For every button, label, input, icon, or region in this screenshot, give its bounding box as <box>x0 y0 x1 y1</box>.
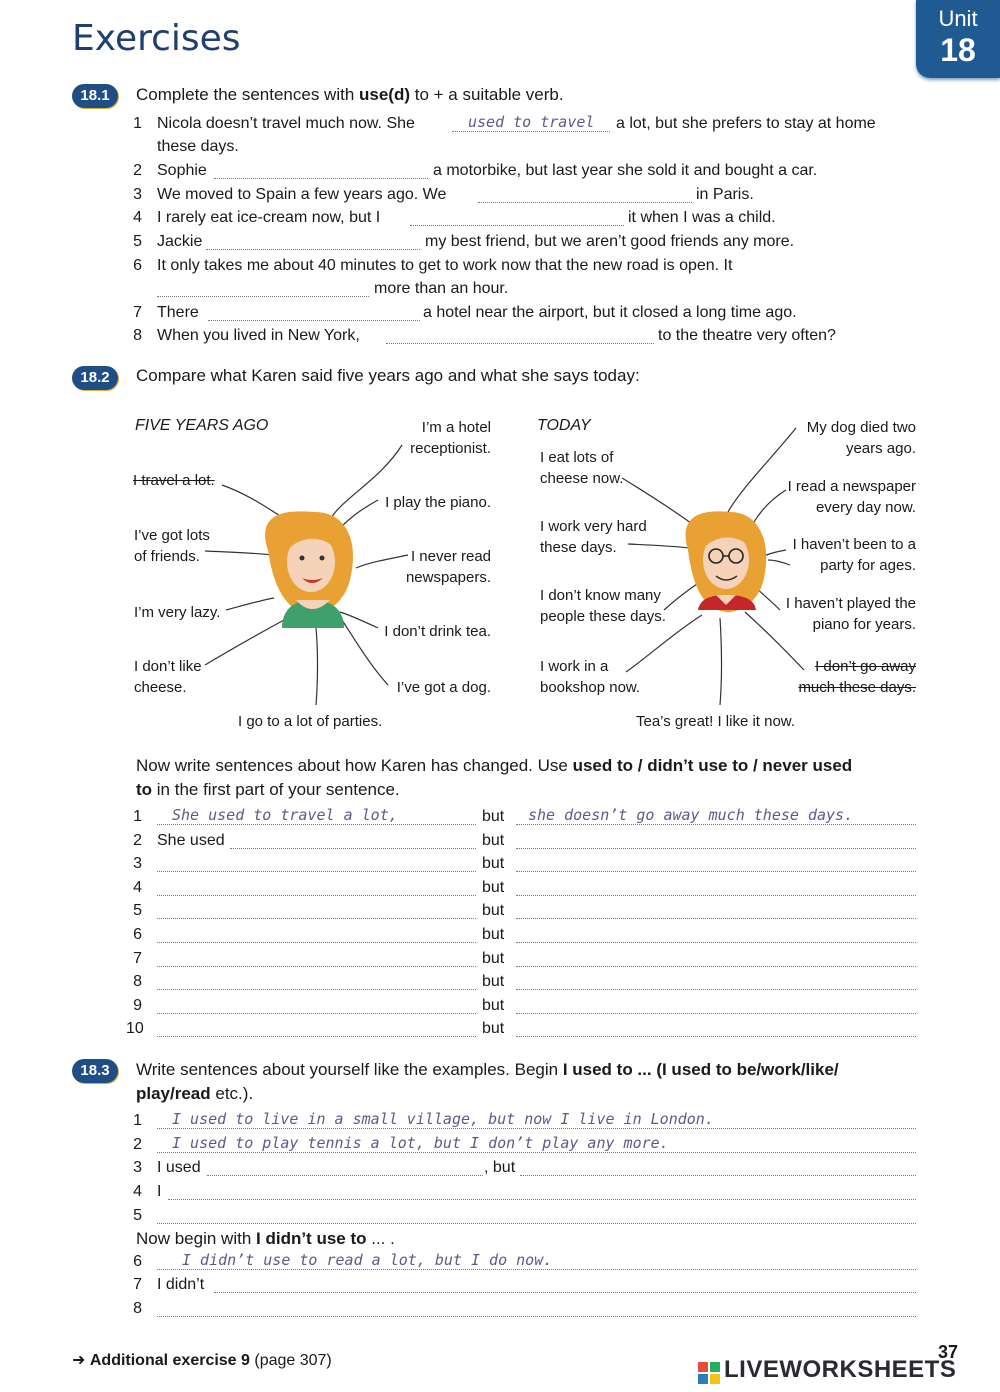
item-number: 7 <box>133 1276 142 1293</box>
unit-label: Unit <box>938 6 978 31</box>
answer-field[interactable] <box>410 209 624 226</box>
quote-label: I’m a hotel <box>421 419 491 436</box>
but-label: but <box>482 855 505 873</box>
answer-field-first[interactable] <box>157 855 476 872</box>
sentence-text: I used <box>157 1159 201 1176</box>
handwritten-answer: used to travel <box>468 113 595 131</box>
quote-label: I haven’t been to a <box>792 536 916 553</box>
item-number: 3 <box>133 186 142 203</box>
quote-label: I work very hard <box>540 518 647 535</box>
item-number: 5 <box>133 1207 142 1224</box>
sentence-text: Sophie <box>157 162 207 179</box>
row-number: 3 <box>133 855 142 873</box>
item-number: 6 <box>133 257 142 274</box>
sentence-text: Jackie <box>157 233 203 250</box>
answer-field[interactable] <box>214 162 428 179</box>
but-label: but <box>482 808 505 825</box>
item-number: 8 <box>133 1300 142 1317</box>
quote-label: I don’t drink tea. <box>384 623 491 640</box>
but-label: but <box>482 831 505 849</box>
item-number: 3 <box>133 1159 142 1176</box>
quote-label: Tea’s great! I like it now. <box>636 713 795 730</box>
handwritten-answer: She used to travel a lot, <box>172 806 398 824</box>
sentence-text: more than an hour. <box>374 280 509 297</box>
answer-field-first[interactable] <box>230 832 476 849</box>
answer-field[interactable] <box>157 280 369 297</box>
item-number: 8 <box>133 327 142 344</box>
but-label: but <box>482 1020 505 1038</box>
answer-field-second[interactable] <box>516 855 916 872</box>
sentence-text: in Paris. <box>696 186 754 203</box>
quote-label: bookshop now. <box>540 679 641 696</box>
sentence-text: these days. <box>157 138 239 155</box>
page-number: 37 <box>938 1342 959 1362</box>
answer-field[interactable] <box>206 233 420 250</box>
sentence-text: to the theatre very often? <box>658 327 836 344</box>
sentence-text: We moved to Spain a few years ago. We <box>157 186 447 203</box>
item-number: 4 <box>133 1183 142 1200</box>
quote-label: piano for years. <box>812 616 916 633</box>
quote-label: I’ve got lots <box>134 527 210 544</box>
exercise-badge: 18.3 <box>72 1059 118 1083</box>
sentence-text: a motorbike, but last year she sold it and bought a car. <box>433 162 818 179</box>
answer-field[interactable] <box>207 1159 483 1176</box>
sentence-text: When you lived in New York, <box>157 327 360 344</box>
answer-field-second[interactable] <box>516 997 916 1014</box>
but-label: but <box>482 878 505 896</box>
answer-field-first[interactable] <box>157 973 476 990</box>
sentence-text: Nicola doesn’t travel much now. She <box>157 115 415 132</box>
quote-label: I work in a <box>540 658 609 675</box>
handwritten-answer: she doesn’t go away much these days. <box>528 806 854 824</box>
row-number: 6 <box>133 926 142 943</box>
quote-label: years ago. <box>845 440 916 457</box>
quote-label: I play the piano. <box>385 494 491 511</box>
sentence-text: I didn’t <box>157 1276 205 1293</box>
answer-field-first[interactable] <box>157 879 476 896</box>
answer-field-second[interactable] <box>516 973 916 990</box>
sentence-text: I rarely eat ice-cream now, but I <box>157 209 381 226</box>
unit-number: 18 <box>940 32 976 68</box>
answer-field-second[interactable] <box>516 950 916 967</box>
quote-label: I don’t like <box>134 658 202 675</box>
quote-label: party for ages. <box>820 557 916 574</box>
answer-field-first[interactable] <box>157 926 476 943</box>
sentence-text: my best friend, but we aren’t good friends any more. <box>425 233 795 250</box>
sentence-text: a lot, but she prefers to stay at home <box>616 115 876 132</box>
quote-label: of friends. <box>134 548 200 565</box>
row-prefix: She used <box>157 831 225 849</box>
column-heading-past: FIVE YEARS AGO <box>135 417 269 434</box>
quote-label: every day now. <box>815 499 916 516</box>
quote-label: cheese now. <box>540 470 624 487</box>
quote-label: people these days. <box>540 608 666 625</box>
answer-field-second[interactable] <box>516 832 916 849</box>
quote-label: cheese. <box>134 679 187 696</box>
liveworksheets-logo-icon <box>698 1362 720 1384</box>
unit-tab <box>916 0 1000 78</box>
task-prompt: Now write sentences about how Karen has changed. Use used to / didn’t use to / never used <box>136 756 853 775</box>
item-number: 4 <box>133 209 142 226</box>
answer-field-first[interactable] <box>157 997 476 1014</box>
quote-label: My dog died two <box>806 419 916 436</box>
row-number: 5 <box>133 902 142 920</box>
answer-field-first[interactable] <box>157 950 476 967</box>
additional-exercise-link[interactable]: ➜ Additional exercise 9 (page 307) <box>72 1352 332 1369</box>
handwritten-answer: I didn’t use to read a lot, but I do now. <box>182 1251 553 1269</box>
answer-field[interactable] <box>157 1300 916 1317</box>
exercise-instruction: Write sentences about yourself like the examples. Begin I used to ... (I used to be/work/like/ <box>136 1060 839 1079</box>
quote-label: I’ve got a dog. <box>396 679 491 696</box>
quote-label: much these days. <box>798 679 916 696</box>
answer-field[interactable] <box>386 327 654 344</box>
item-number: 7 <box>133 304 142 321</box>
but-label: but <box>482 926 505 943</box>
quote-label: I haven’t played the <box>785 595 916 612</box>
answer-field-second[interactable] <box>516 926 916 943</box>
karen-past-figure <box>265 511 353 628</box>
quote-label: I don’t know many <box>540 587 661 604</box>
answer-field[interactable] <box>478 186 692 203</box>
column-heading-today: TODAY <box>537 417 591 434</box>
quote-label: receptionist. <box>410 440 491 457</box>
quote-label: newspapers. <box>405 569 491 586</box>
task-prompt-line2: to in the first part of your sentence. <box>136 780 400 799</box>
but-label: but <box>482 902 505 920</box>
answer-field-second[interactable] <box>516 1020 916 1037</box>
quote-label: I go to a lot of parties. <box>238 713 383 730</box>
sentence-text: it when I was a child. <box>628 209 776 226</box>
but-label: but <box>482 996 505 1014</box>
row-number: 4 <box>133 878 142 896</box>
exercise-instruction: Compare what Karen said five years ago and what she says today: <box>136 366 640 385</box>
subheading: Now begin with I didn’t use to ... . <box>136 1229 395 1248</box>
exercise-instruction-line2: play/read etc.). <box>136 1084 254 1103</box>
brand-text: LIVEWORKSHEETS <box>724 1356 957 1383</box>
answer-field-first[interactable] <box>157 902 476 919</box>
page-title: Exercises <box>72 18 241 59</box>
quote-label: I eat lots of <box>540 449 614 466</box>
liveworksheets-brand <box>698 1356 956 1384</box>
sentence-text: , but <box>484 1159 516 1176</box>
sentence-text: It only takes me about 40 minutes to get to work now that the new road is open. It <box>157 257 733 274</box>
exercise-badge: 18.1 <box>72 84 118 108</box>
row-number: 8 <box>133 973 142 991</box>
row-number: 10 <box>126 1020 144 1038</box>
quote-label: these days. <box>540 539 617 556</box>
answer-field[interactable] <box>208 304 420 321</box>
handwritten-answer: I used to live in a small village, but now I live in London. <box>172 1110 714 1128</box>
row-number: 7 <box>133 949 142 967</box>
but-label: but <box>482 973 505 991</box>
exercise-badge: 18.2 <box>72 366 118 390</box>
item-number: 2 <box>133 1136 142 1153</box>
item-number: 1 <box>133 115 142 132</box>
quote-label: I travel a lot. <box>133 472 215 489</box>
answer-field[interactable] <box>157 1207 916 1224</box>
quote-label: I don’t go away <box>815 658 916 675</box>
row-number: 9 <box>133 996 142 1014</box>
item-number: 5 <box>133 233 142 250</box>
answer-field-first[interactable] <box>157 1020 476 1037</box>
answer-field[interactable] <box>520 1159 916 1176</box>
quote-label: I read a newspaper <box>787 478 916 495</box>
but-label: but <box>482 949 505 967</box>
sentence-text: I <box>157 1183 162 1200</box>
item-number: 2 <box>133 162 142 179</box>
answer-field-second[interactable] <box>516 879 916 896</box>
exercise-instruction: Complete the sentences with use(d) to + a suitable verb. <box>136 85 564 104</box>
row-number: 2 <box>133 831 142 849</box>
answer-field[interactable] <box>214 1276 916 1293</box>
item-number: 6 <box>133 1253 142 1270</box>
handwritten-answer: I used to play tennis a lot, but I don’t play any more. <box>172 1134 669 1152</box>
quote-label: I never read <box>410 548 491 565</box>
quote-label: I’m very lazy. <box>134 604 221 621</box>
row-number: 1 <box>133 808 142 825</box>
answer-field[interactable] <box>168 1183 916 1200</box>
sentence-text: a hotel near the airport, but it closed a long time ago. <box>423 304 797 321</box>
answer-field-second[interactable] <box>516 902 916 919</box>
karen-today-figure <box>685 511 766 612</box>
sentence-text: There <box>157 304 199 321</box>
item-number: 1 <box>133 1112 142 1129</box>
